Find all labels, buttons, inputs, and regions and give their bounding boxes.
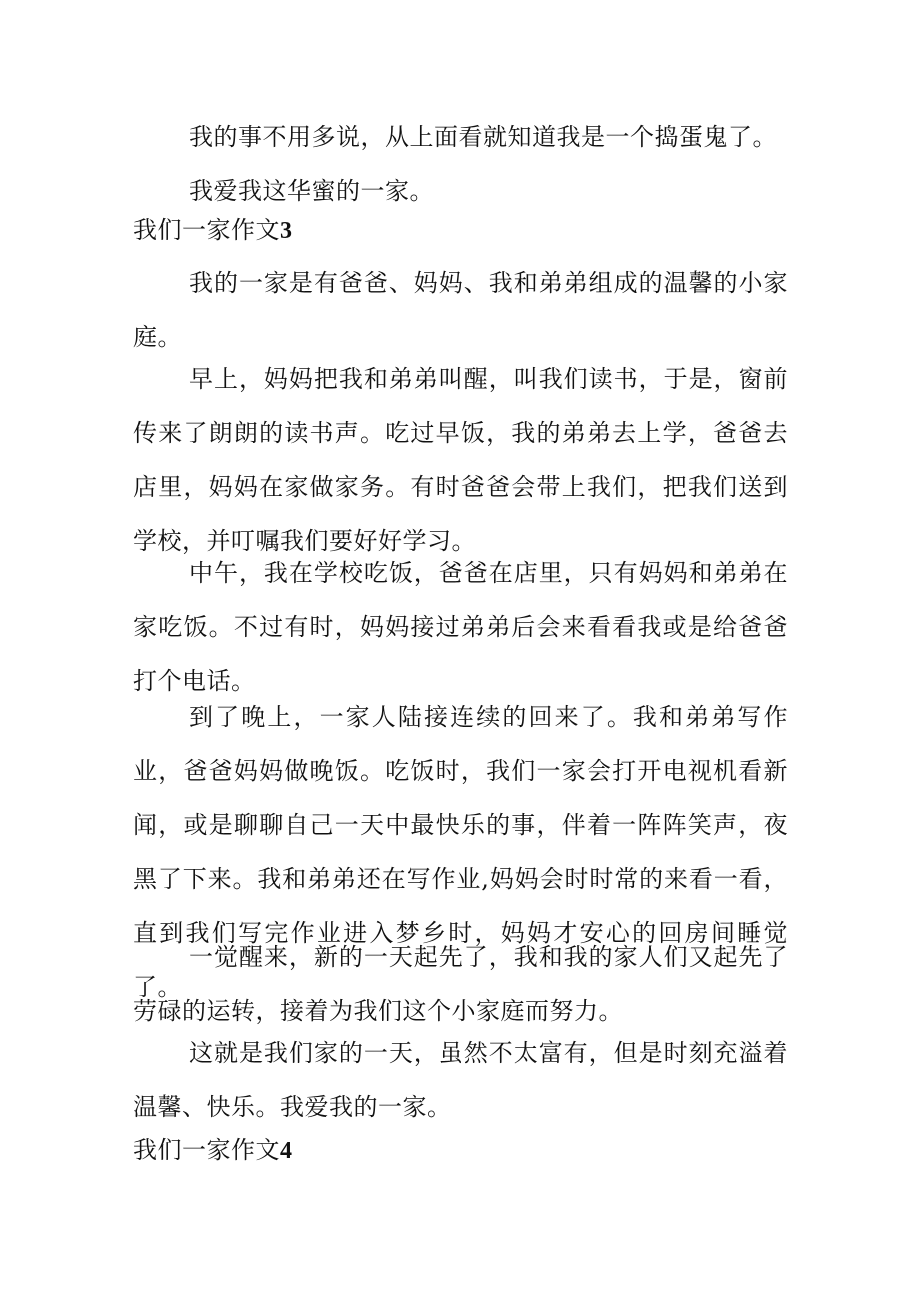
section-heading-4 xyxy=(133,1123,293,1178)
paragraph: 到了晚上，一家人陆接连续的回来了。我和弟弟写作业，爸爸妈妈做晚饭。吃饭时，我们一家会打开电视机看新闻，或是聊聊自己一天中最快乐的事，伴着一阵阵笑声，夜黑了下来。我和弟弟还在写作业,妈妈会时时常的来看一看，直到我们写完作业进入梦乡时，妈妈才安心的回房间睡觉了。 xyxy=(133,703,788,1001)
paragraph: 中午，我在学校吃饭，爸爸在店里，只有妈妈和弟弟在家吃饭。不过有时，妈妈接过弟弟后会来看看我或是给爸爸打个电话。 xyxy=(133,559,788,695)
paragraph: 我爱我这华蜜的一家。 xyxy=(189,177,434,205)
paragraph: 我的一家是有爸爸、妈妈、我和弟弟组成的温馨的小家庭。 xyxy=(133,269,788,351)
section-number: 3 xyxy=(280,218,293,244)
paragraph: 一觉醒来，新的一天起先了，我和我的家人们又起先了劳碌的运转，接着为我们这个小家庭而努力。 xyxy=(133,943,788,1025)
section-title: 我们一家作文 xyxy=(133,1136,280,1164)
section-number: 4 xyxy=(280,1138,293,1164)
paragraph: 我的事不用多说，从上面看就知道我是一个捣蛋鬼了。 xyxy=(189,123,777,151)
section-heading-3 xyxy=(133,203,293,258)
section-title: 我们一家作文 xyxy=(133,216,280,244)
paragraph: 早上，妈妈把我和弟弟叫醒，叫我们读书，于是，窗前传来了朗朗的读书声。吃过早饭，我的弟弟去上学，爸爸去店里，妈妈在家做家务。有时爸爸会带上我们，把我们送到学校，并叮嘱我们要好好学习。 xyxy=(133,365,788,555)
paragraph: 这就是我们家的一天，虽然不太富有，但是时刻充溢着温馨、快乐。我爱我的一家。 xyxy=(133,1039,788,1121)
